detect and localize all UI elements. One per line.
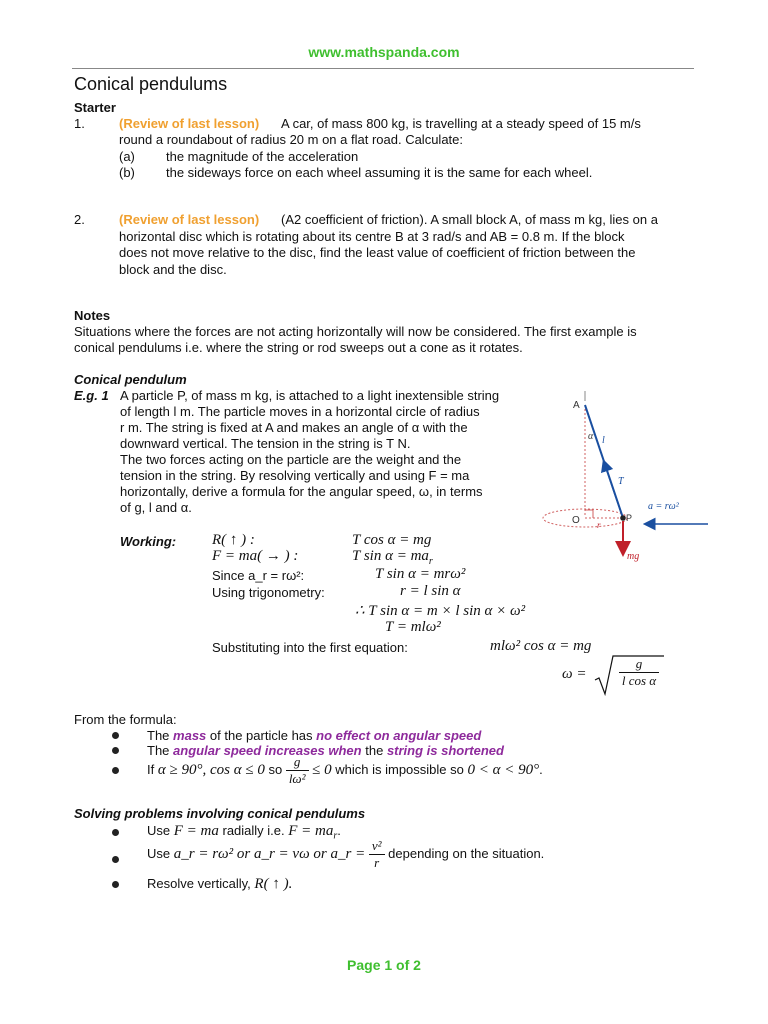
fb2-d: string is shortened [386,743,504,758]
q1-part-a-text: the magnitude of the acceleration [166,149,359,164]
working-row2-right: T sin α = ma [352,548,429,564]
bullet-point [112,881,119,888]
sb2-num: v² [369,838,385,855]
bullet-point [112,829,119,836]
example-line2: of length l m. The particle moves in a horizontal circle of radius [120,404,480,419]
right-angle-mark [585,510,593,518]
example-line3: r m. The string is fixed at A and makes an angle of α with the [120,420,468,435]
working-row1-left: R( ↑ ) : [212,532,255,548]
bullet-point [112,747,119,754]
solving-bullet2 [147,838,544,871]
omega-numerator: g [619,656,659,673]
point-a-label: A [573,400,580,411]
example-label: E.g. 1 [74,388,109,403]
q1-tag: (Review of last lesson) [119,116,260,131]
sb3-eq: R( ↑ ). [254,876,293,892]
q2-line1: (A2 coefficient of friction). A small block A, of mass m kg, lies on a [281,212,658,227]
working-row6-right: T = mlω² [385,619,441,635]
working-row4-left: Using trigonometry: [212,585,325,600]
working-row2-left: F = ma( → ) : [212,548,299,564]
sb1-b: radially i.e. [222,823,285,838]
example-line8: of g, l and α. [120,500,192,515]
example-line6: tension in the string. By resolving vertically and using F = ma [120,468,470,483]
fb3-den: lω² [288,771,306,786]
fb3-so: so [268,761,283,777]
fb3-range: 0 < α < 90° [467,761,540,778]
sb2-b: depending on the situation. [388,845,545,861]
notes-line1: Situations where the forces are not acting horizontally will now be considered. The first example is [74,324,637,339]
example-heading: Conical pendulum [74,372,187,387]
fb1-a: The [147,728,170,743]
q1-part-b-text: the sideways force on each wheel assuming it is the same for each wheel. [166,165,593,180]
formula-intro: From the formula: [74,712,177,727]
q2-line2: horizontal disc which is rotating about its centre B at 3 rad/s and AB = 0.8 m. If the block [119,229,625,244]
site-link[interactable]: www.mathspanda.com [308,44,460,60]
q1-line2: round a roundabout of radius 20 m on a flat road. Calculate: [119,132,463,147]
solving-bullet3 [147,876,292,893]
bullet-point [112,856,119,863]
substitution-label: Substituting into the first equation: [212,640,408,655]
q2-line4: block and the disc. [119,262,227,277]
sb3-a: Resolve vertically, [147,876,251,891]
formula-bullet1 [147,728,481,743]
header-divider [72,68,694,69]
example-line7: horizontally, derive a formula for the angular speed, ω, in terms [120,484,483,499]
sb2-eq: a_r = rω² or a_r = vω or a_r = [173,845,366,862]
q1-part-a-label: (a) [119,149,135,164]
omega-fraction [614,656,664,689]
radius-label: r [597,520,601,530]
q2-number: 2. [74,212,85,227]
sb2-den: r [374,855,380,870]
sb1-end: . [337,823,341,838]
fb3-le: ≤ 0 [312,761,332,778]
example-line5: The two forces acting on the particle are the weight and the [120,452,462,467]
q1-part-b-label: (b) [119,165,135,180]
conical-pendulum-diagram [530,385,720,570]
working-row2-right-wrap [352,548,433,567]
fb1-b: mass [173,728,207,743]
tension-arrow [604,462,623,518]
sb1-eq: F = ma [173,823,219,839]
sb1-eq2: F = ma [288,823,334,839]
solving-heading: Solving problems involving conical pendulums [74,806,366,821]
weight-label: mg [627,551,640,562]
fb1-c: of the particle has [209,728,313,743]
working-row3-right: T sin α = mrω² [375,566,466,582]
fb3-cond: α ≥ 90°, cos α ≤ 0 [157,761,265,778]
example-line1: A particle P, of mass m kg, is attached to a light inextensible string [120,388,500,403]
length-label: l [602,435,605,446]
page-title: Conical pendulums [74,74,228,94]
working-row3-left: Since a_r = rω²: [212,568,305,583]
formula-bullet3 [147,754,543,787]
fb2-a: The [147,743,170,758]
working-label: Working: [120,534,177,549]
bullet-point [112,767,119,774]
omega-denominator: l cos α [621,673,657,688]
notes-heading: Notes [74,308,111,323]
fb3-a: If [147,761,155,777]
omega-lhs: ω = [562,666,587,682]
alpha-label: α [588,431,594,442]
fb3-end: . [539,761,543,777]
fb2-c: the [365,743,384,758]
particle-dot [620,515,626,521]
sb1-sub: r [333,830,338,842]
q2-line3: does not move relative to the disc, find the least value of coefficient of friction between the [119,245,636,260]
example-line4: downward vertical. The tension in the string is T N. [120,436,411,451]
notes-line2: conical pendulums i.e. where the string or rod sweeps out a cone as it rotates. [74,340,523,355]
fb3-tail: which is impossible so [335,761,464,777]
substitution-equation: mlω² cos α = mg [490,638,592,654]
q1-line1: A car, of mass 800 kg, is travelling at a steady speed of 15 m/s [281,116,641,131]
tension-label: T [618,476,624,487]
fb2-b: angular speed increases when [173,743,362,758]
bullet-point [112,732,119,739]
sb2-a: Use [147,845,171,861]
page-number: Page 1 of 2 [347,957,421,973]
sb1-a: Use [147,823,171,838]
fb1-d: no effect on angular speed [316,728,482,743]
point-p-label: P [626,513,633,523]
acceleration-label: a = rω² [648,501,679,512]
point-o-label: O [572,515,580,526]
working-row4-right: r = l sin α [400,583,461,599]
working-row2-sub: r [428,556,433,567]
q2-tag: (Review of last lesson) [119,212,260,227]
working-row5-right: ∴ T sin α = m × l sin α × ω² [355,603,526,619]
fb3-num: g [286,754,309,771]
starter-heading: Starter [74,100,116,115]
working-row1-right: T cos α = mg [352,532,432,548]
q1-number: 1. [74,116,85,131]
